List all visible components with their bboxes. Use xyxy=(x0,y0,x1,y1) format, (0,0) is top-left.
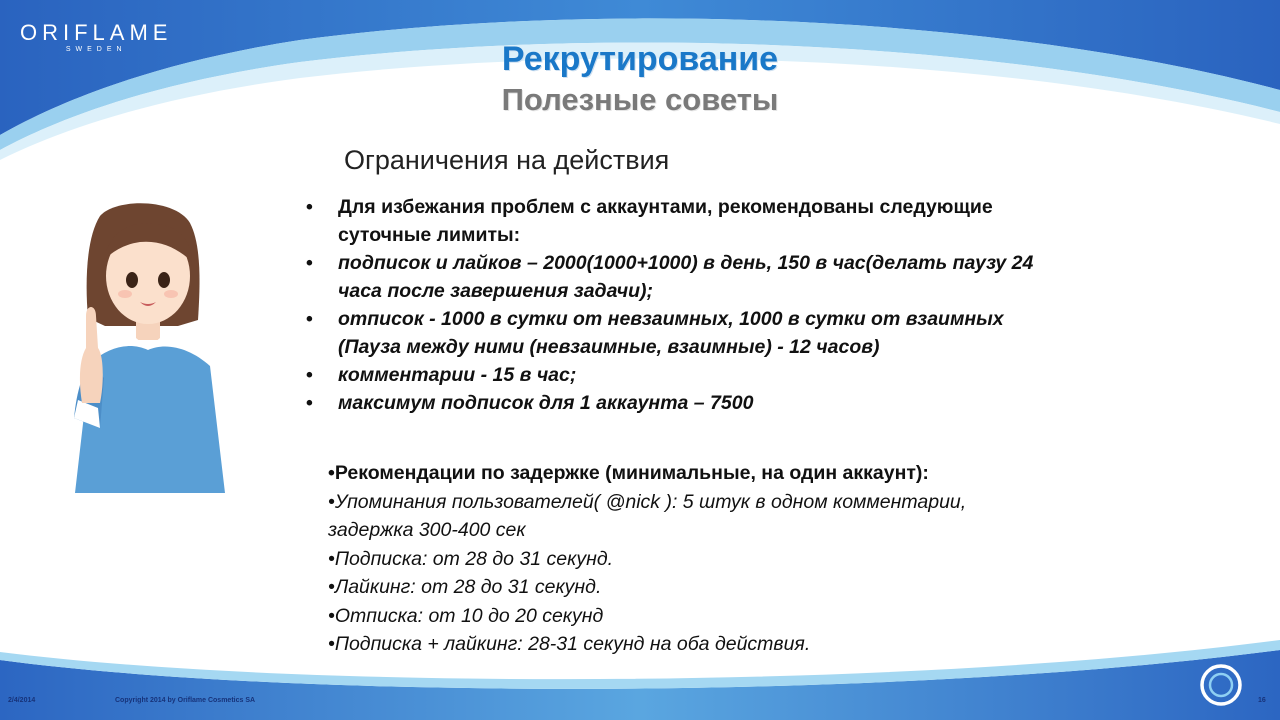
footer-date: 2/4/2014 xyxy=(8,697,36,704)
brand-name: ORIFLAME xyxy=(20,20,173,45)
delay-line: задержка 300-400 сек xyxy=(328,519,526,541)
list-item-line: Для избежания проблем с аккаунтами, рекомендованы следующие xyxy=(338,196,993,218)
woman-illustration xyxy=(60,198,240,498)
list-item-line: суточные лимиты: xyxy=(338,224,521,246)
list-item-line: (Пауза между ними (невзаимные, взаимные) - 12 часов) xyxy=(338,336,880,358)
delay-line: •Упоминания пользователей( @nick ): 5 штук в одном комментарии, xyxy=(328,490,967,513)
list-item-line: максимум подписок для 1 аккаунта – 7500 xyxy=(338,392,754,414)
slide-title: Рекрутирование xyxy=(501,40,779,78)
oriflame-circle-icon xyxy=(1198,662,1244,708)
list-item-line: часа после завершения задачи); xyxy=(338,280,653,302)
delay-line: •Подписка: от 28 до 31 секунд. xyxy=(328,547,614,570)
list-item-line: подписок и лайков – 2000(1000+1000) в день, 150 в час(делать паузу 24 xyxy=(338,252,1034,274)
list-item xyxy=(302,361,1162,389)
list-item-line: комментарии - 15 в час; xyxy=(338,364,577,386)
list-item xyxy=(302,389,1162,417)
list-item xyxy=(302,305,1162,361)
brand-tagline: SWEDEN xyxy=(65,46,127,53)
delay-line: •Подписка + лайкинг: 28-31 секунд на оба действия. xyxy=(328,633,811,655)
page-number: 16 xyxy=(1258,697,1266,704)
footer-copyright: Copyright 2014 by Oriflame Cosmetics SA xyxy=(115,697,256,704)
limits-list xyxy=(302,193,1162,417)
delay-line: •Лайкинг: от 28 до 31 секунд. xyxy=(328,576,602,598)
slide-subtitle: Полезные советы xyxy=(501,82,779,117)
list-item xyxy=(302,193,1162,249)
list-item-line: отписок - 1000 в сутки от невзаимных, 1000 в сутки от взаимных xyxy=(338,308,1004,330)
delay-heading: •Рекомендации по задержке (минимальные, на один аккаунт): xyxy=(328,462,929,484)
delay-line: •Отписка: от 10 до 20 секунд xyxy=(328,604,604,627)
delay-recommendations xyxy=(328,459,1148,659)
section-heading: Ограничения на действия xyxy=(344,145,670,175)
list-item xyxy=(302,249,1162,305)
